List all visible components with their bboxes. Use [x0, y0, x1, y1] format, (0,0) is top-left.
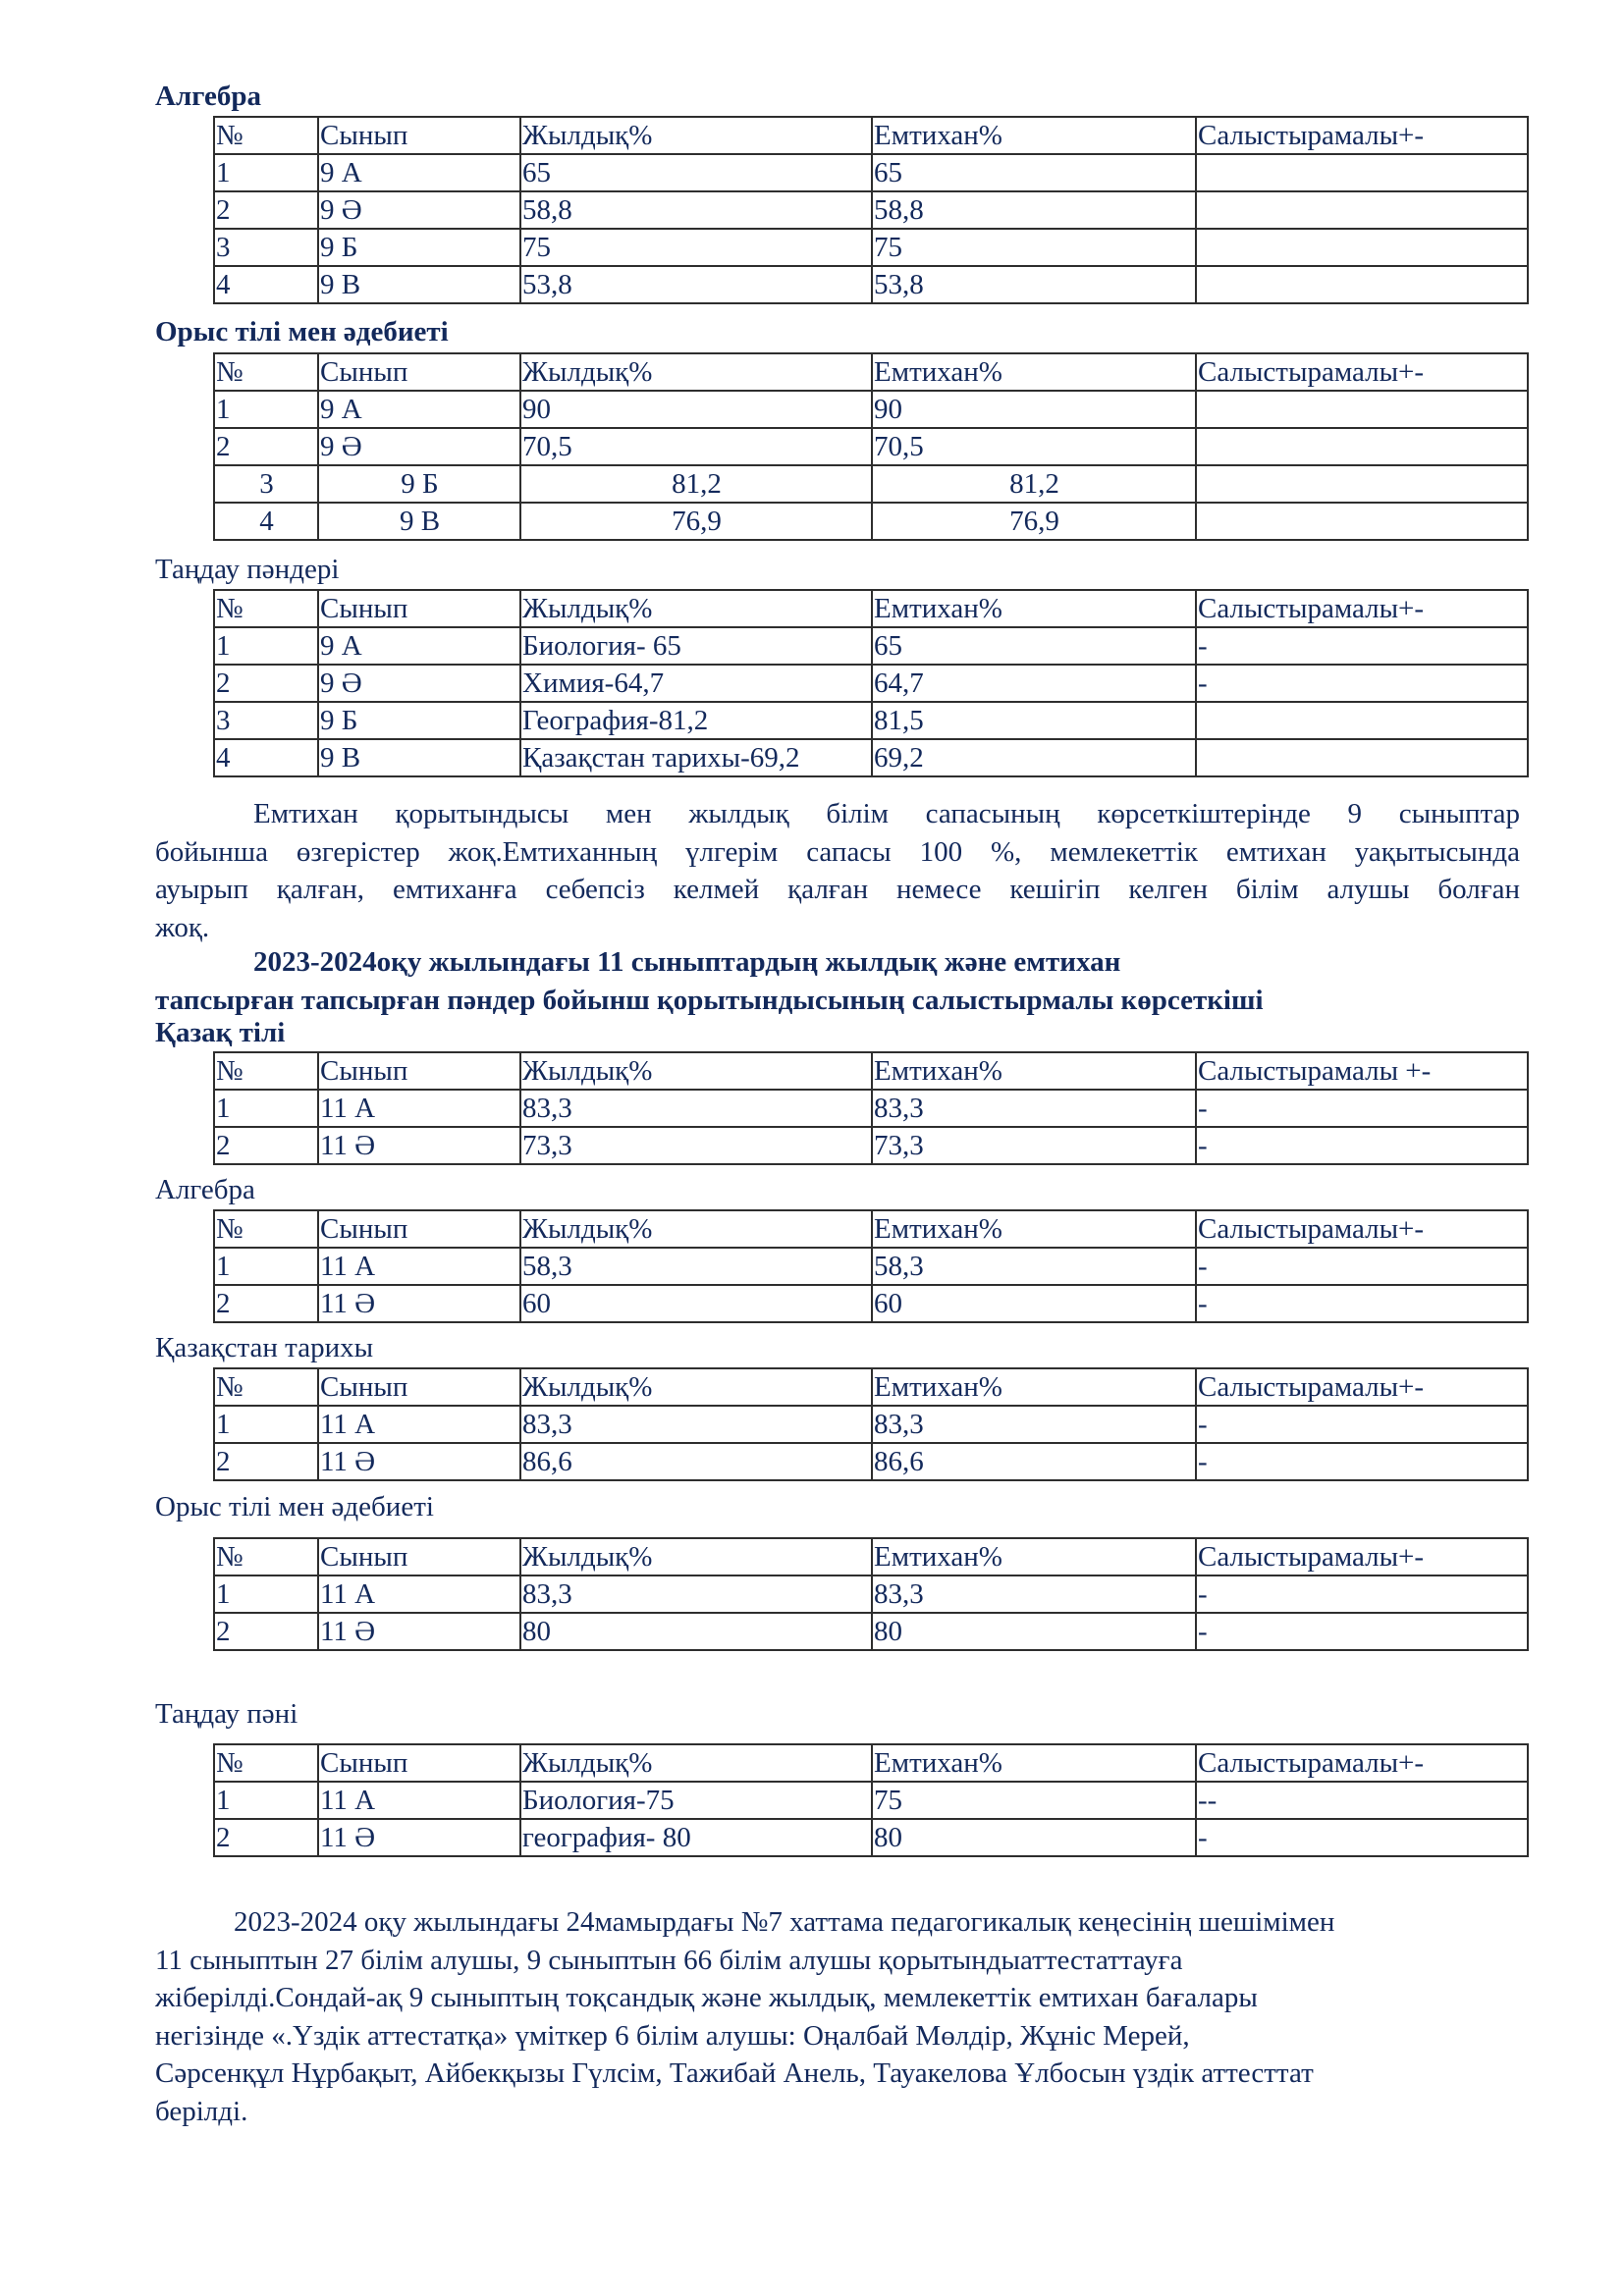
table-header-row	[214, 1368, 1528, 1406]
cell-class: 9 А	[318, 154, 520, 191]
cell-class: 11 А	[318, 1090, 520, 1127]
conclusion-paragraph	[155, 1903, 1520, 2130]
cell-annual: Қазақстан тарихы-69,2	[520, 739, 872, 776]
cell-annual: 75	[520, 229, 872, 266]
cell-number: 4	[214, 266, 318, 303]
cell-class: 11 А	[318, 1406, 520, 1443]
cell-number: 2	[214, 665, 318, 702]
cell-annual: 83,3	[520, 1090, 872, 1127]
cell-comparison: -	[1196, 1285, 1528, 1322]
table-row	[214, 1819, 1528, 1856]
cell-number: 2	[214, 1285, 318, 1322]
section-title-history-11: Қазақстан тарихы	[155, 1332, 374, 1363]
table-row	[214, 739, 1528, 776]
cell-annual: 83,3	[520, 1575, 872, 1613]
column-header: Салыстырамалы+-	[1196, 1368, 1528, 1406]
column-header: Емтихан%	[872, 590, 1196, 627]
cell-exam: 81,2	[872, 465, 1196, 503]
cell-number: 1	[214, 1782, 318, 1819]
cell-exam: 86,6	[872, 1443, 1196, 1480]
cell-exam: 75	[872, 1782, 1196, 1819]
column-header: Сынып	[318, 1368, 520, 1406]
table-row	[214, 627, 1528, 665]
section11-heading-line-1: 2023-2024оқу жылындағы 11 сыныптардың жылдық және емтихан	[253, 946, 1121, 978]
cell-class: 9 Ә	[318, 665, 520, 702]
table-row	[214, 391, 1528, 428]
cell-number: 1	[214, 391, 318, 428]
column-header: Жылдық%	[520, 590, 872, 627]
cell-exam: 58,8	[872, 191, 1196, 229]
cell-comparison: -	[1196, 665, 1528, 702]
column-header: Салыстырамалы +-	[1196, 1052, 1528, 1090]
table-row	[214, 1613, 1528, 1650]
table-row	[214, 1285, 1528, 1322]
table-algebra-11	[213, 1209, 1529, 1323]
cell-comparison: -	[1196, 627, 1528, 665]
table-row	[214, 1090, 1528, 1127]
cell-exam: 69,2	[872, 739, 1196, 776]
cell-class: 11 Ә	[318, 1285, 520, 1322]
section-title-russian-9: Орыс тілі мен әдебиеті	[155, 316, 449, 347]
cell-comparison	[1196, 191, 1528, 229]
table-row	[214, 1443, 1528, 1480]
cell-annual: Химия-64,7	[520, 665, 872, 702]
cell-class: 9 Б	[318, 702, 520, 739]
cell-exam: 75	[872, 229, 1196, 266]
cell-comparison: -	[1196, 1248, 1528, 1285]
cell-number: 2	[214, 1127, 318, 1164]
cell-exam: 83,3	[872, 1575, 1196, 1613]
cell-number: 3	[214, 465, 318, 503]
conclusion-line: берілді.	[155, 2095, 248, 2127]
table-header-row	[214, 1538, 1528, 1575]
table-elective-11	[213, 1743, 1529, 1857]
table-row	[214, 1406, 1528, 1443]
column-header: Жылдық%	[520, 1368, 872, 1406]
cell-comparison	[1196, 266, 1528, 303]
summary-line: ауырып қалған, емтиханға себепсіз келмей қалған немесе кешігіп келген білім алушы болған	[155, 874, 1520, 905]
cell-class: 9 В	[318, 266, 520, 303]
cell-comparison	[1196, 503, 1528, 540]
cell-class: 9 А	[318, 391, 520, 428]
cell-annual: Биология-75	[520, 1782, 872, 1819]
cell-comparison	[1196, 428, 1528, 465]
table-row	[214, 229, 1528, 266]
cell-number: 1	[214, 1090, 318, 1127]
table-header-row	[214, 1052, 1528, 1090]
cell-annual: 58,3	[520, 1248, 872, 1285]
cell-class: 9 Б	[318, 229, 520, 266]
cell-class: 11 Ә	[318, 1127, 520, 1164]
cell-annual: 70,5	[520, 428, 872, 465]
table-row	[214, 465, 1528, 503]
cell-number: 2	[214, 1819, 318, 1856]
section-title-kazakh-11: Қазақ тілі	[155, 1017, 286, 1048]
table-row	[214, 503, 1528, 540]
cell-class: 11 Ә	[318, 1819, 520, 1856]
table-row	[214, 702, 1528, 739]
section11-heading-line-2: тапсырған тапсырған пәндер бойынш қорытындысының салыстырмалы көрсеткіші	[155, 985, 1264, 1016]
conclusion-line: негізінде «.Үздік аттестатқа» үміткер 6 білім алушы: Оңалбай Мөлдір, Жұніс Мерей,	[155, 2019, 1190, 2052]
column-header: Салыстырамалы+-	[1196, 1210, 1528, 1248]
cell-number: 2	[214, 428, 318, 465]
column-header: Салыстырамалы+-	[1196, 353, 1528, 391]
cell-number: 4	[214, 503, 318, 540]
column-header: Емтихан%	[872, 1368, 1196, 1406]
cell-number: 2	[214, 1443, 318, 1480]
cell-annual: 73,3	[520, 1127, 872, 1164]
section-title-russian-11: Орыс тілі мен әдебиеті	[155, 1491, 434, 1522]
table-header-row	[214, 1744, 1528, 1782]
column-header: №	[214, 1538, 318, 1575]
column-header: №	[214, 1744, 318, 1782]
column-header: №	[214, 1052, 318, 1090]
table-row	[214, 154, 1528, 191]
cell-comparison: --	[1196, 1782, 1528, 1819]
cell-comparison: -	[1196, 1127, 1528, 1164]
column-header: №	[214, 353, 318, 391]
cell-exam: 81,5	[872, 702, 1196, 739]
table-header-row	[214, 117, 1528, 154]
cell-number: 1	[214, 1248, 318, 1285]
cell-annual: география- 80	[520, 1819, 872, 1856]
cell-number: 1	[214, 627, 318, 665]
column-header: Емтихан%	[872, 353, 1196, 391]
summary-line: Емтихан қорытындысы мен жылдық білім сапасының көрсеткіштерінде 9 сыныптар	[253, 798, 1520, 829]
cell-comparison	[1196, 229, 1528, 266]
column-header: Салыстырамалы+-	[1196, 1538, 1528, 1575]
cell-number: 1	[214, 1575, 318, 1613]
section-title-elective-11: Таңдау пәні	[155, 1698, 298, 1730]
conclusion-line: Сәрсенқұл Нұрбақыт, Айбекқызы Гүлсім, Тажибай Анель, Тауакелова Ұлбосын үздік аттесттат	[155, 2057, 1314, 2089]
table-header-row	[214, 1210, 1528, 1248]
column-header: Жылдық%	[520, 117, 872, 154]
cell-class: 9 В	[318, 503, 520, 540]
summary-line: бойынша өзгерістер жоқ.Емтиханның үлгерім сапасы 100 %, мемлекеттік емтихан уақытысында	[155, 835, 1520, 868]
table-elective-9	[213, 589, 1529, 777]
cell-annual: 76,9	[520, 503, 872, 540]
cell-number: 1	[214, 1406, 318, 1443]
cell-class: 9 А	[318, 627, 520, 665]
column-header: Сынып	[318, 1052, 520, 1090]
table-russian-9	[213, 352, 1529, 541]
cell-exam: 65	[872, 627, 1196, 665]
cell-comparison: -	[1196, 1406, 1528, 1443]
column-header: Жылдық%	[520, 1744, 872, 1782]
cell-exam: 80	[872, 1819, 1196, 1856]
cell-exam: 70,5	[872, 428, 1196, 465]
cell-annual: Биология- 65	[520, 627, 872, 665]
column-header: №	[214, 1368, 318, 1406]
table-row	[214, 428, 1528, 465]
cell-comparison	[1196, 465, 1528, 503]
column-header: Сынып	[318, 1538, 520, 1575]
summary-line: жоқ.	[155, 911, 210, 943]
column-header: №	[214, 590, 318, 627]
column-header: Жылдық%	[520, 1052, 872, 1090]
cell-annual: 60	[520, 1285, 872, 1322]
column-header: Емтихан%	[872, 1052, 1196, 1090]
cell-number: 2	[214, 1613, 318, 1650]
conclusion-line: 11 сыныптын 27 білім алушы, 9 сыныптын 66 білім алушы қорытындыаттестаттауға	[155, 1944, 1183, 1976]
section-title-elective-9: Таңдау пәндері	[155, 554, 340, 585]
cell-exam: 83,3	[872, 1090, 1196, 1127]
table-row	[214, 1782, 1528, 1819]
cell-class: 11 Ә	[318, 1613, 520, 1650]
table-row	[214, 266, 1528, 303]
column-header: Салыстырамалы+-	[1196, 590, 1528, 627]
cell-annual: География-81,2	[520, 702, 872, 739]
cell-exam: 64,7	[872, 665, 1196, 702]
table-row	[214, 1127, 1528, 1164]
column-header: Сынып	[318, 353, 520, 391]
cell-class: 11 Ә	[318, 1443, 520, 1480]
cell-annual: 81,2	[520, 465, 872, 503]
conclusion-line: жіберілді.Сондай-ақ 9 сыныптың тоқсандық және жылдық, мемлекеттік емтихан бағалары	[155, 1982, 1258, 2013]
column-header: Емтихан%	[872, 1538, 1196, 1575]
cell-comparison: -	[1196, 1090, 1528, 1127]
table-kazakh-11	[213, 1051, 1529, 1165]
table-russian-11	[213, 1537, 1529, 1651]
table-header-row	[214, 353, 1528, 391]
cell-comparison	[1196, 154, 1528, 191]
cell-annual: 58,8	[520, 191, 872, 229]
cell-annual: 86,6	[520, 1443, 872, 1480]
column-header: Сынып	[318, 117, 520, 154]
cell-comparison: -	[1196, 1819, 1528, 1856]
cell-class: 11 А	[318, 1575, 520, 1613]
cell-comparison	[1196, 702, 1528, 739]
column-header: Салыстырамалы+-	[1196, 1744, 1528, 1782]
table-row	[214, 665, 1528, 702]
table-history-11	[213, 1367, 1529, 1481]
cell-exam: 73,3	[872, 1127, 1196, 1164]
cell-exam: 65	[872, 154, 1196, 191]
column-header: Емтихан%	[872, 1210, 1196, 1248]
cell-comparison: -	[1196, 1613, 1528, 1650]
section-title-algebra-9: Алгебра	[155, 80, 261, 112]
cell-comparison: -	[1196, 1443, 1528, 1480]
cell-annual: 65	[520, 154, 872, 191]
cell-comparison	[1196, 739, 1528, 776]
cell-class: 9 Ә	[318, 191, 520, 229]
column-header: №	[214, 1210, 318, 1248]
cell-annual: 53,8	[520, 266, 872, 303]
cell-annual: 83,3	[520, 1406, 872, 1443]
cell-class: 11 А	[318, 1248, 520, 1285]
cell-number: 1	[214, 154, 318, 191]
cell-comparison	[1196, 391, 1528, 428]
cell-number: 2	[214, 191, 318, 229]
section-title-algebra-11: Алгебра	[155, 1174, 255, 1205]
column-header: Сынып	[318, 1744, 520, 1782]
cell-exam: 60	[872, 1285, 1196, 1322]
cell-number: 3	[214, 702, 318, 739]
cell-exam: 90	[872, 391, 1196, 428]
column-header: Жылдық%	[520, 1210, 872, 1248]
column-header: Сынып	[318, 1210, 520, 1248]
cell-class: 9 Ә	[318, 428, 520, 465]
table-header-row	[214, 590, 1528, 627]
column-header: №	[214, 117, 318, 154]
column-header: Емтихан%	[872, 1744, 1196, 1782]
cell-annual: 90	[520, 391, 872, 428]
table-algebra-9	[213, 116, 1529, 304]
cell-exam: 53,8	[872, 266, 1196, 303]
cell-number: 4	[214, 739, 318, 776]
column-header: Салыстырамалы+-	[1196, 117, 1528, 154]
cell-number: 3	[214, 229, 318, 266]
cell-class: 11 А	[318, 1782, 520, 1819]
column-header: Сынып	[318, 590, 520, 627]
conclusion-line: 2023-2024 оқу жылындағы 24мамырдағы №7 хаттама педагогикалық кеңесінің шешімімен	[234, 1906, 1335, 1938]
cell-class: 9 Б	[318, 465, 520, 503]
column-header: Емтихан%	[872, 117, 1196, 154]
cell-annual: 80	[520, 1613, 872, 1650]
cell-exam: 76,9	[872, 503, 1196, 540]
cell-comparison: -	[1196, 1575, 1528, 1613]
column-header: Жылдық%	[520, 353, 872, 391]
table-row	[214, 1248, 1528, 1285]
table-row	[214, 1575, 1528, 1613]
table-row	[214, 191, 1528, 229]
cell-exam: 58,3	[872, 1248, 1196, 1285]
column-header: Жылдық%	[520, 1538, 872, 1575]
summary-paragraph	[155, 795, 1520, 946]
cell-exam: 83,3	[872, 1406, 1196, 1443]
cell-exam: 80	[872, 1613, 1196, 1650]
cell-class: 9 В	[318, 739, 520, 776]
